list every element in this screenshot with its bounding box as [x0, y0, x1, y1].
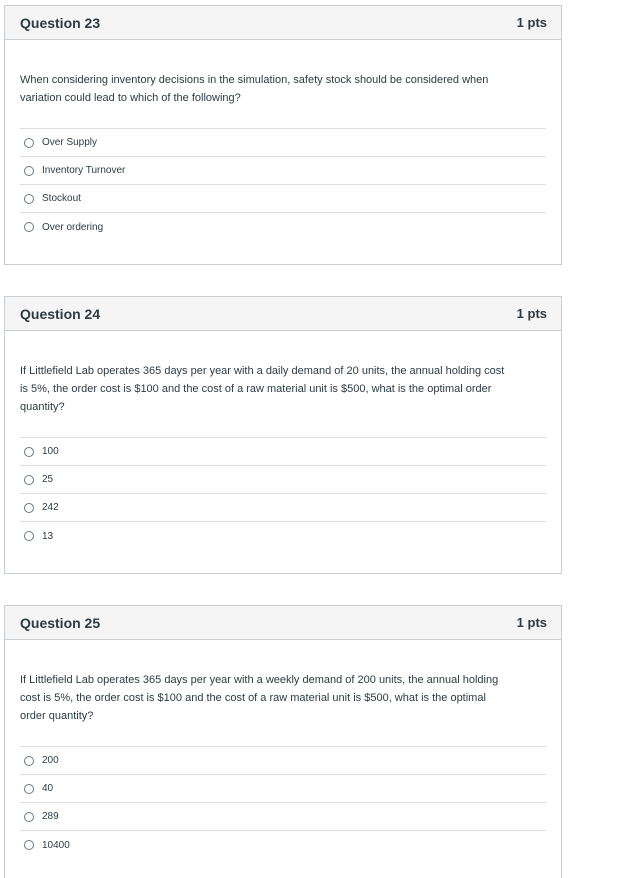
question-header: [5, 606, 561, 640]
radio-button[interactable]: [24, 447, 34, 457]
question-text: [5, 671, 561, 725]
radio-button[interactable]: [24, 784, 34, 794]
question-text: [5, 71, 561, 107]
question-24: [4, 296, 562, 574]
answer-option[interactable]: [20, 185, 546, 213]
question-text-line: variation could lead to which of the following?: [20, 92, 241, 104]
question-text-line: quantity?: [20, 401, 65, 413]
answer-list: [20, 437, 546, 550]
radio-button[interactable]: [24, 756, 34, 766]
question-25: [4, 605, 562, 878]
answer-list: [20, 128, 546, 241]
answer-option[interactable]: [20, 494, 546, 522]
answer-label: 242: [42, 502, 59, 513]
radio-button[interactable]: [24, 812, 34, 822]
question-text-line: If Littlefield Lab operates 365 days per year with a weekly demand of 200 units, the annual holding: [20, 674, 499, 686]
question-text-line: If Littlefield Lab operates 365 days per year with a daily demand of 20 units, the annual holding cost: [20, 365, 505, 377]
answer-option[interactable]: [20, 775, 546, 803]
question-header: [5, 297, 561, 331]
answer-option[interactable]: [20, 831, 546, 859]
radio-button[interactable]: [24, 222, 34, 232]
question-text-line: When considering inventory decisions in the simulation, safety stock should be considered when: [20, 74, 489, 86]
answer-label: Inventory Turnover: [42, 165, 126, 176]
answer-option[interactable]: [20, 129, 546, 157]
answer-option[interactable]: [20, 803, 546, 831]
question-text: [5, 362, 561, 416]
question-text-line: is 5%, the order cost is $100 and the cost of a raw material unit is $500, what is the optimal order: [20, 383, 492, 395]
answer-label: 40: [42, 783, 54, 794]
answer-list: [20, 746, 546, 859]
question-title: Question 25: [20, 614, 101, 631]
question-points: 1 pts: [516, 15, 547, 30]
question-title: Question 24: [20, 305, 101, 322]
answer-option[interactable]: [20, 466, 546, 494]
question-text-line: cost is 5%, the order cost is $100 and the cost of a raw material unit is $500, what is the optimal: [20, 692, 486, 704]
question-title: Question 23: [20, 14, 101, 31]
question-points: 1 pts: [516, 615, 547, 630]
answer-option[interactable]: [20, 157, 546, 185]
question-points: 1 pts: [516, 306, 547, 321]
answer-label: 200: [42, 755, 59, 766]
radio-button[interactable]: [24, 503, 34, 513]
radio-button[interactable]: [24, 138, 34, 148]
question-23: [4, 5, 562, 265]
answer-label: Over Supply: [42, 137, 98, 148]
answer-label: 100: [42, 446, 59, 457]
question-text-line: order quantity?: [20, 710, 94, 722]
radio-button[interactable]: [24, 475, 34, 485]
answer-label: Over ordering: [42, 221, 104, 233]
answer-label: Stockout: [42, 193, 81, 204]
answer-option[interactable]: [20, 213, 546, 241]
answer-label: 25: [42, 474, 54, 485]
answer-label: 13: [42, 530, 54, 542]
radio-button[interactable]: [24, 531, 34, 541]
radio-button[interactable]: [24, 166, 34, 176]
answer-label: 289: [42, 811, 59, 822]
radio-button[interactable]: [24, 840, 34, 850]
answer-label: 10400: [42, 839, 70, 851]
answer-option[interactable]: [20, 438, 546, 466]
radio-button[interactable]: [24, 194, 34, 204]
answer-option[interactable]: [20, 522, 546, 550]
answer-option[interactable]: [20, 747, 546, 775]
question-header: [5, 6, 561, 40]
